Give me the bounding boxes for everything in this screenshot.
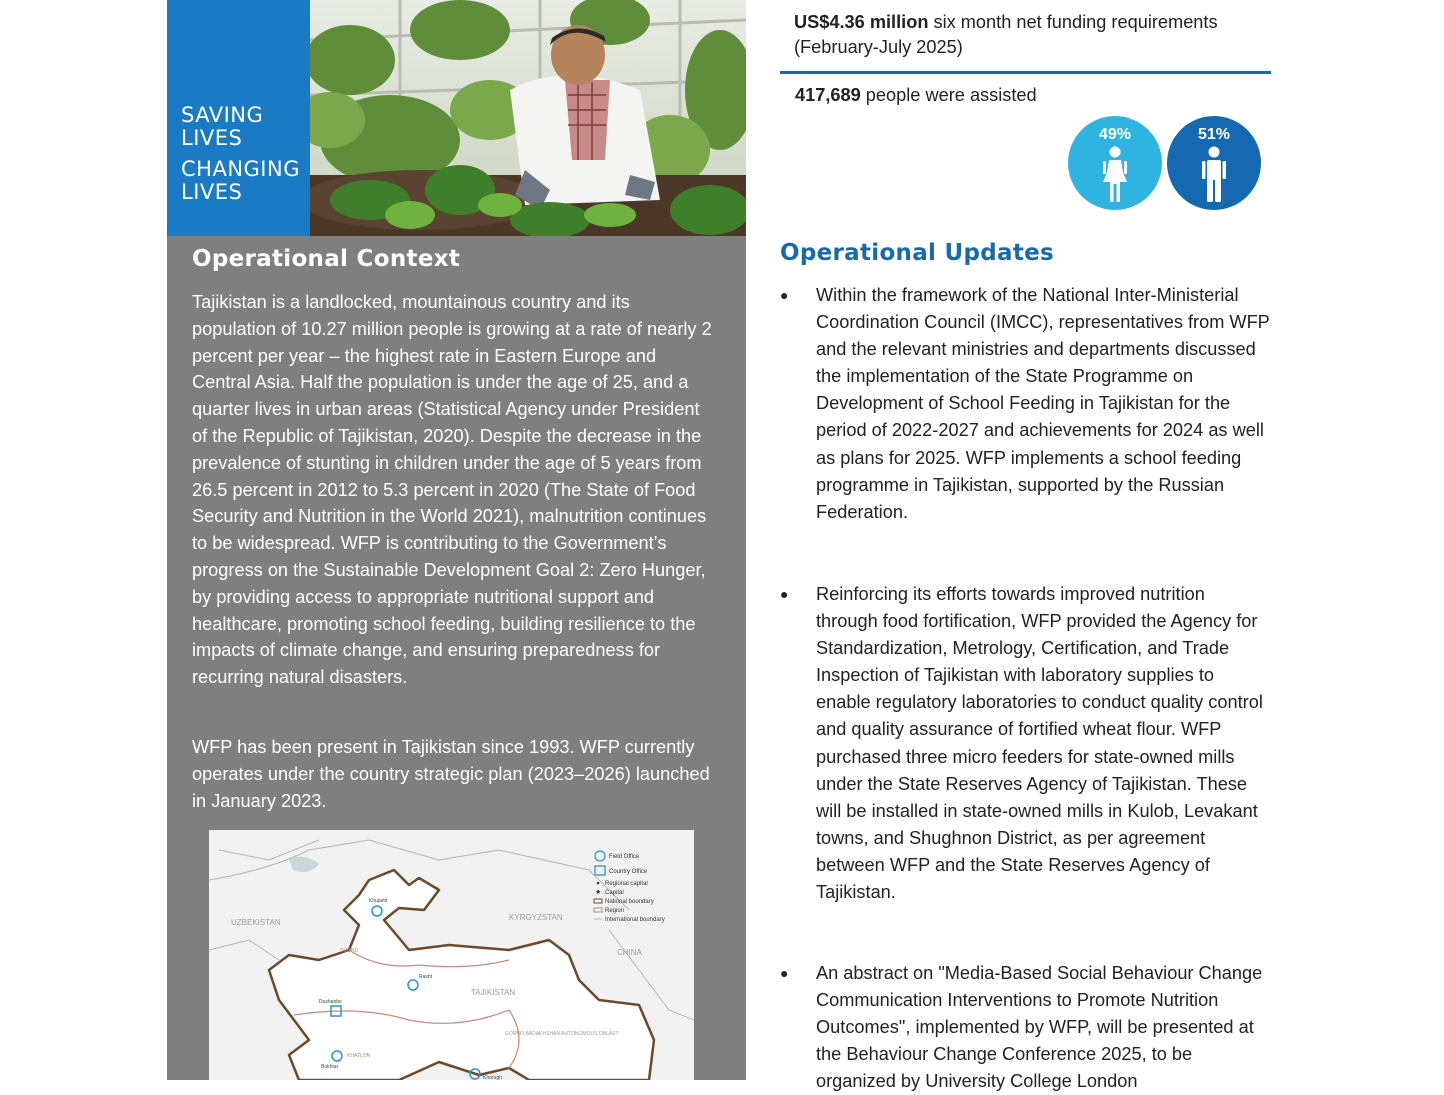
slogan-banner <box>167 0 310 236</box>
operational-context-panel <box>167 236 746 1080</box>
funding-text: six month net funding requirements (February-July 2025) <box>794 12 1218 57</box>
operational-context-paragraph: Tajikistan is a landlocked, mountainous country and its population of 10.27 million people is growing at a rate of nearly 2 percent per year – the highest rate in Eastern Europe and Central Asia. Half the population is under the age of 25, and a quarter lives in urban areas (Statistical Agency under President of the Republic of Tajikistan, 2020). Despite the decrease in the prevalence of stunting in children under the age of 5 years from 26.5 percent in 2012 to 5.3 percent in 2020 (The State of Food Security and Nutrition in the World 2021), malnutrition continues to be widespread. WFP is contributing to the Government’s progress on the Sustainable Development Goal 2: Zero Hunger, by providing access to appropriate nutritional support and healthcare, promoting school feeding, building resilience to the impacts of climate change, and ensuring preparedness for recurring natural disasters. <box>192 292 712 688</box>
map-label: Dushanbe <box>319 999 342 1005</box>
map-label: TAJIKISTAN <box>471 988 516 997</box>
svg-text:★: ★ <box>595 889 602 896</box>
map-label: Bokhtar <box>321 1064 339 1070</box>
male-percentage-circle <box>1167 116 1261 210</box>
funding-requirements <box>794 10 1264 60</box>
map-label: Khorugh <box>483 1075 502 1080</box>
legend-label: Country Office <box>609 869 648 875</box>
legend-label: Capital <box>605 890 624 896</box>
operational-context-heading: Operational Context <box>192 246 461 272</box>
update-text: Reinforcing its efforts towards improved nutrition through food fortification, WFP provided the Agency for Standardization, Metrology, Certification, and Trade Inspection of Tajikistan with laboratory supplies to enable regulatory laboratories to conduct quality control and quality assurance of fortified wheat flour. WFP purchased three micro feeders for state-owned mills under the State Reserves Agency of Tajikistan. These will be installed in state-owned mills in Kulob, Levakant towns, and Shughnon District, as per agreement between WFP and the State Reserves Agency of Tajikistan. <box>816 584 1263 903</box>
map-label: GORNO-BADAKHSHAN AUTONOMOUS OBLAST <box>505 1031 619 1037</box>
bullet-icon: ● <box>780 965 789 981</box>
female-icon <box>1100 146 1130 204</box>
slogan <box>181 104 300 204</box>
legend-label: Regional capital <box>605 881 648 887</box>
divider <box>780 71 1271 74</box>
map-label: Rasht <box>419 974 433 980</box>
greenhouse-photo <box>310 0 746 236</box>
map-label: UZBEKISTAN <box>231 918 281 927</box>
map-label: KYRGYZSTAN <box>509 913 563 922</box>
male-icon <box>1199 146 1229 204</box>
operational-updates-heading: Operational Updates <box>780 240 1055 266</box>
funding-amount: US$4.36 million <box>794 12 929 32</box>
slogan-line: CHANGING <box>181 157 300 181</box>
people-assisted-count: 417,689 <box>795 85 861 105</box>
update-text: An abstract on "Media-Based Social Behaviour Change Communication Interventions to Promote Nutrition Outcomes", implemented by WFP, will be presented at the Behaviour Change Conference 2025, to be organized by University College London <box>816 963 1263 1092</box>
bullet-icon: ● <box>780 287 789 303</box>
legend-label: International boundary <box>605 917 665 923</box>
list-item <box>780 960 1270 1095</box>
operational-context-paragraph: WFP has been present in Tajikistan since 1993. WFP currently operates under the country strategic plan (2023–2026) launched in January 2023. <box>192 737 710 811</box>
slogan-line: SAVING <box>181 103 264 127</box>
slogan-line: LIVES <box>181 126 243 150</box>
map-label: Khujand <box>369 898 388 904</box>
list-item <box>780 282 1270 526</box>
people-assisted <box>795 83 1037 107</box>
people-assisted-text: people were assisted <box>860 85 1037 105</box>
slogan-line: LIVES <box>181 180 243 204</box>
legend-label: Region <box>605 908 625 914</box>
male-percentage: 51% <box>1197 126 1231 143</box>
map-label: KHATLON <box>347 1053 371 1059</box>
female-percentage-circle <box>1068 116 1162 210</box>
female-percentage: 49% <box>1098 126 1132 143</box>
tajikistan-map <box>209 830 694 1080</box>
legend-label: National boundary <box>605 899 654 905</box>
map-label: CHINA <box>617 948 642 957</box>
update-text: Within the framework of the National Inter-Ministerial Coordination Council (IMCC), representatives from WFP and the relevant ministries and departments discussed the implementation of the State Programme on Development of School Feeding in Tajikistan for the period of 2022-2027 and achievements for 2024 as well as plans for 2025. WFP implements a school feeding programme in Tajikistan, supported by the Russian Federation. <box>816 285 1270 522</box>
bullet-icon: ● <box>780 586 789 602</box>
map-label: SUGHD <box>340 948 359 954</box>
list-item <box>780 581 1270 906</box>
legend-label: Field Office <box>609 854 640 860</box>
